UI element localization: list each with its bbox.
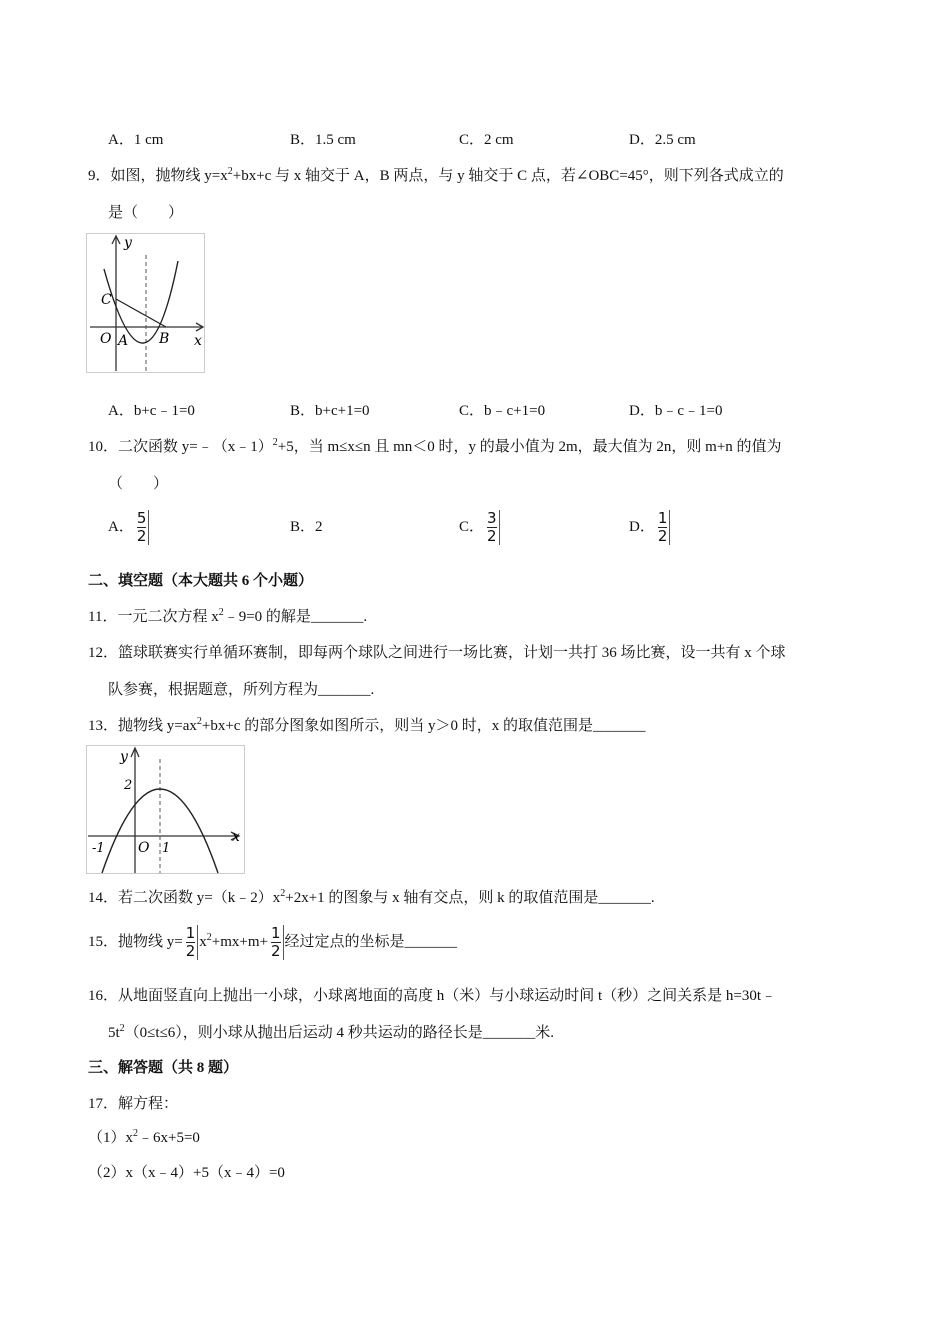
- q10-option-d: D． $\frac{1}{2}$: [629, 508, 671, 546]
- question-12: 12．篮球联赛实行单循环赛制，即每两个球队之间进行一场比赛，计划一共打 36 场比赛，设一共有 x 个球: [88, 645, 786, 661]
- question-10: 10．二次函数 y=﹣（x﹣1）$^2$+5，当 m≤x≤n 且 mn＜0 时，y 的最小值为 2m，最大值为 2n，则 m+n 的值为: [88, 437, 782, 455]
- question-14: 14．若二次函数 $y=(k﹣2)x^2+2x+1$ 的图象与 x 轴有交点，则 k 的取值范围是_______.: [88, 888, 655, 906]
- fraction: $\frac{1}{2}$: [269, 925, 284, 960]
- question-10-line2: （ ）: [108, 476, 169, 492]
- q9-fig-o-label: O: [100, 331, 112, 347]
- q8-option-c: C．2 cm: [459, 132, 514, 148]
- q13-fig-o-label: O: [138, 840, 150, 856]
- q9-option-b: B．b+c+1=0: [290, 403, 370, 419]
- q8-option-d: D．2.5 cm: [629, 132, 696, 148]
- section-3-heading: 三、解答题（共 8 题）: [88, 1060, 239, 1076]
- q13-fig-x-label: x: [232, 829, 240, 845]
- q9-fig-x-label: x: [194, 333, 202, 349]
- fraction: $\frac{1}{2}$: [184, 925, 199, 960]
- question-16-line2: $5t^2(0\le t\le 6)$，则小球从抛出后运动 4 秒共运动的路径长是_______米.: [108, 1023, 555, 1041]
- q9-option-a: A．b+c﹣1=0: [108, 403, 195, 419]
- question-9: 9．如图，抛物线 $y=x^2+bx+c$ 与 x 轴交于 A，B 两点，与 y 轴交于 C 点，若∠OBC=45°，则下列各式成立的: [88, 166, 784, 184]
- question-15: 15．抛物线 y= $\frac{1}{2}$ $x^2+mx+m+$ $\frac{1}{2}$ 经过定点的坐标是_______: [88, 924, 458, 961]
- q10-option-b: B．2: [290, 519, 323, 535]
- q8-option-b: B．1.5 cm: [290, 132, 356, 148]
- q9-option-d: D．b﹣c﹣1=0: [629, 403, 723, 419]
- q10-option-a: A． $\frac{5}{2}$: [108, 508, 150, 546]
- question-13: 13．抛物线 $y=ax^2+bx+c$ 的部分图象如图所示，则当 y＞0 时，x 的取值范围是_______: [88, 716, 646, 734]
- q9-fig-a-label: A: [118, 333, 129, 349]
- question-11: 11．一元二次方程 $x^2﹣9=0$ 的解是_______.: [88, 607, 368, 625]
- fraction: $\frac{5}{2}$: [135, 510, 150, 545]
- q8-option-a: A．1 cm: [108, 132, 164, 148]
- q9-parabola-figure: [86, 233, 206, 373]
- q13-fig-two-label: 2: [124, 778, 133, 793]
- question-17-part2: （2）x（x﹣4）+5（x﹣4）=0: [88, 1165, 285, 1181]
- question-9-line2: 是（ ）: [108, 205, 184, 221]
- q10-option-c: C． $\frac{3}{2}$: [459, 508, 501, 546]
- question-12-line2: 队参赛，根据题意，所列方程为_______.: [108, 682, 375, 698]
- q13-fig-neg1-label: -1: [92, 841, 105, 856]
- q9-fig-b-label: B: [159, 331, 170, 347]
- section-2-heading: 二、填空题（本大题共 6 个小题）: [88, 573, 314, 589]
- fraction: $\frac{1}{2}$: [656, 510, 671, 545]
- question-17: 17．解方程：: [88, 1096, 179, 1112]
- q13-fig-one-label: 1: [162, 841, 171, 856]
- question-16: 16．从地面竖直向上抛出一小球，小球离地面的高度 h（米）与小球运动时间 t（秒）之间关系是 h=30t﹣: [88, 988, 777, 1004]
- fraction: $\frac{3}{2}$: [485, 510, 500, 545]
- q9-fig-y-label: y: [124, 235, 132, 251]
- q13-parabola-figure: [86, 745, 246, 875]
- question-17-part1: $(1)x^2﹣6x+5=0$: [88, 1128, 200, 1146]
- q13-fig-y-label: y: [120, 749, 128, 765]
- q9-option-c: C．b﹣c+1=0: [459, 403, 546, 419]
- q9-fig-c-label: C: [101, 292, 112, 308]
